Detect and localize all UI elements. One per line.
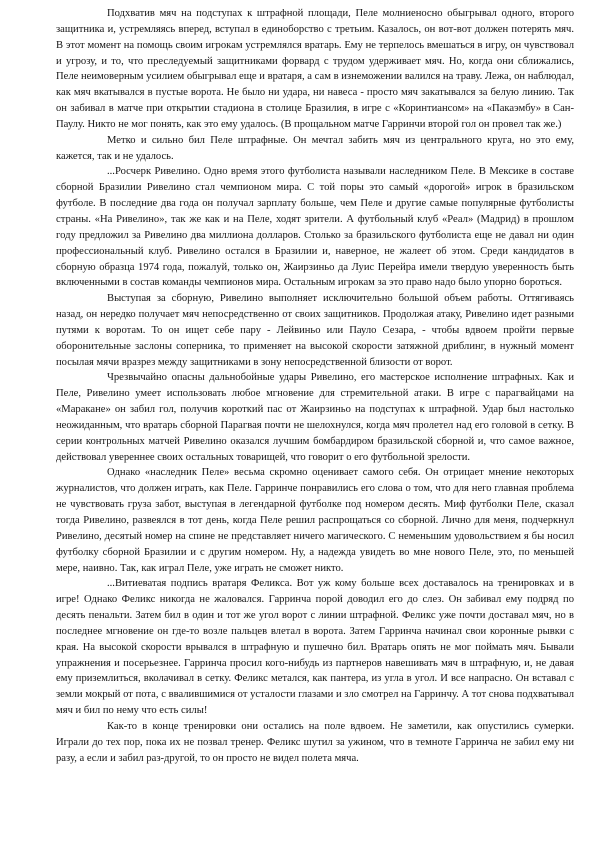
paragraph-3: ...Росчерк Ривелино. Одно время этого футболиста называли наследником Пеле. В Мексике в составе сборной Бразилии Ривелино стал чемпионом мира. С той поры это самый «дорогой» игрок в бразильском футболе. В последние два года он получал зарплату больше, чем Пеле и другие самые популярные футболисты страны. «На Ривелино», так же как и на Пеле, ходят зрители. А футбольный клуб «Реал» (Мадрид) в прошлом году предложил за Ривелино два миллиона долларов. Столько за бразильского футболиста еще не давал ни один профессиональный клуб. Ривелино остался в Бразилии и, наверное, не жалеет об этом. Среди кандидатов в сборную образца 1974 года, пожалуй, только он, Жаирзиньо да Луис Перейра имели твердую уверенность быть включенными в состав команды чемпионов мира. Остальным игрокам за это право надо было упорно бороться. [56, 166, 574, 289]
document-body [56, 6, 574, 767]
paragraph-5: Чрезвычайно опасны дальнобойные удары Ривелино, его мастерское исполнение штрафных. Как и Пеле, Ривелино умеет использовать любое мгновение для стремительной атаки. В игре с парагвайцами на «Маракане» он забил гол, получив короткий пас от Жаирзиньо на подступах к штрафной. Удар был настолько неожиданным, что вратарь сборной Парагвая почти не шелохнулся, когда мяч пролетел над его головой в сетку. В серии контрольных матчей Ривелино оказался лучшим бомбардиром бразильской сборной и, что самое важное, действовал увереннее своих остальных товарищей, что говорит о его футбольной зрелости. [56, 372, 574, 463]
paragraph-8: Как-то в конце тренировки они остались на поле вдвоем. Не заметили, как опустились сумерки. Играли до тех пор, пока их не позвал тренер. Феликс шутил за ужином, что в темноте Гарринча не забил ему ни разу, а если и забил раз-другой, то он просто не видел полета мяча. [56, 720, 574, 764]
paragraph-4: Выступая за сборную, Ривелино выполняет исключительно большой объем работы. Оттягиваясь назад, он нередко получает мяч непосредственно от своих защитников. Продолжая атаку, Ривелино идет разными путями к воротам. То он ищет себе пару - Лейвиньо или Пауло Сезара, - чтобы вдвоем пройти первые оборонительные заслоны соперника, то применяет на высокой скорости затяжной дриблинг, в нужный момент посылая мячи вразрез между защитниками в зону непосредственной близости от ворот. [56, 293, 574, 368]
paragraph-6: Однако «наследник Пеле» весьма скромно оценивает самого себя. Он отрицает мнение некоторых журналистов, что должен играть, как Пеле. Гарринче понравились его слова о том, что для него главная проблема не чувствовать груза забот, выступая в легендарной футболке под номером десять. Миф футболки Пеле, сказал тогда Ривелино, развеялся в тот день, когда Пеле решил распрощаться со сборной. Лично для меня, подчеркнул Ривелино, десятый номер на спине не представляет ничего магического. С неменьшим удовольствием я бы носил футболку сборной Бразилии и с другим номером. Ну, а надежда увидеть во мне нового Пеле, это, по меньшей мере, наивно. Так, как играл Пеле, уже играть не сможет никто. [56, 467, 574, 574]
paragraph-7: ...Витиеватая подпись вратаря Феликса. Вот уж кому больше всех доставалось на тренировках и в игре! Однако Феликс никогда не жаловался. Гарринча порой доводил его до слез. Он забивал ему подряд по десять пенальти. Затем бил в один и тот же угол ворот с линии штрафной. Феликс уже почти доставал мяч, но в последнее мгновение он где-то возле пальцев влетал в ворота. Затем Гарринча начинал свои коронные рывки с края. На высокой скорости врывался в штрафную и пушечно бил. Вратарь опять не мог поймать мяч. Бывали упражнения и посерьезнее. Гарринча просил кого-нибудь из партнеров навешивать мяч в штрафную, и, не давая ему приземлиться, вколачивал в сетку. Феликс метался, как пантера, из угла в угол. И все напрасно. Он вставал с земли мокрый от пота, с ввалившимися от усталости глазами и зло смотрел на Гарринчу. А тот снова подхватывал мяч и бил по нему что есть силы! [56, 578, 574, 717]
paragraph-1: Подхватив мяч на подступах к штрафной площади, Пеле молниеносно обыгрывал одного, второго защитника и, устремляясь вперед, вступал в единоборство с третьим. Казалось, он вот-вот должен потерять мяч. В этот момент на помощь своим игрокам устремлялся вратарь. Ему не терпелось вмешаться в игру, он чувствовал и угрозу, и то, что преследуемый защитниками форвард с трудом удерживает мяч. Но, когда они сближались, Пеле неимоверным усилием обыгрывал еще и вратаря, а сам в изнеможении валился на траву. Лежа, он наблюдал, как мяч вкатывался в пустые ворота. Не было ни удара, ни навеса - просто мяч закатывался за белую линию. Так он забивал в матче при открытии стадиона в столице Бразилия, в игре с «Коринтиансом» на «Пакаэмбу» в Сан-Паулу. Никто не мог понять, как это ему удалось. (В прощальном матче Гарринчи второй гол он провел так же.) [56, 8, 574, 130]
paragraph-2: Метко и сильно бил Пеле штрафные. Он мечтал забить мяч из центрального круга, но это ему, кажется, так и не удалось. [56, 134, 574, 162]
